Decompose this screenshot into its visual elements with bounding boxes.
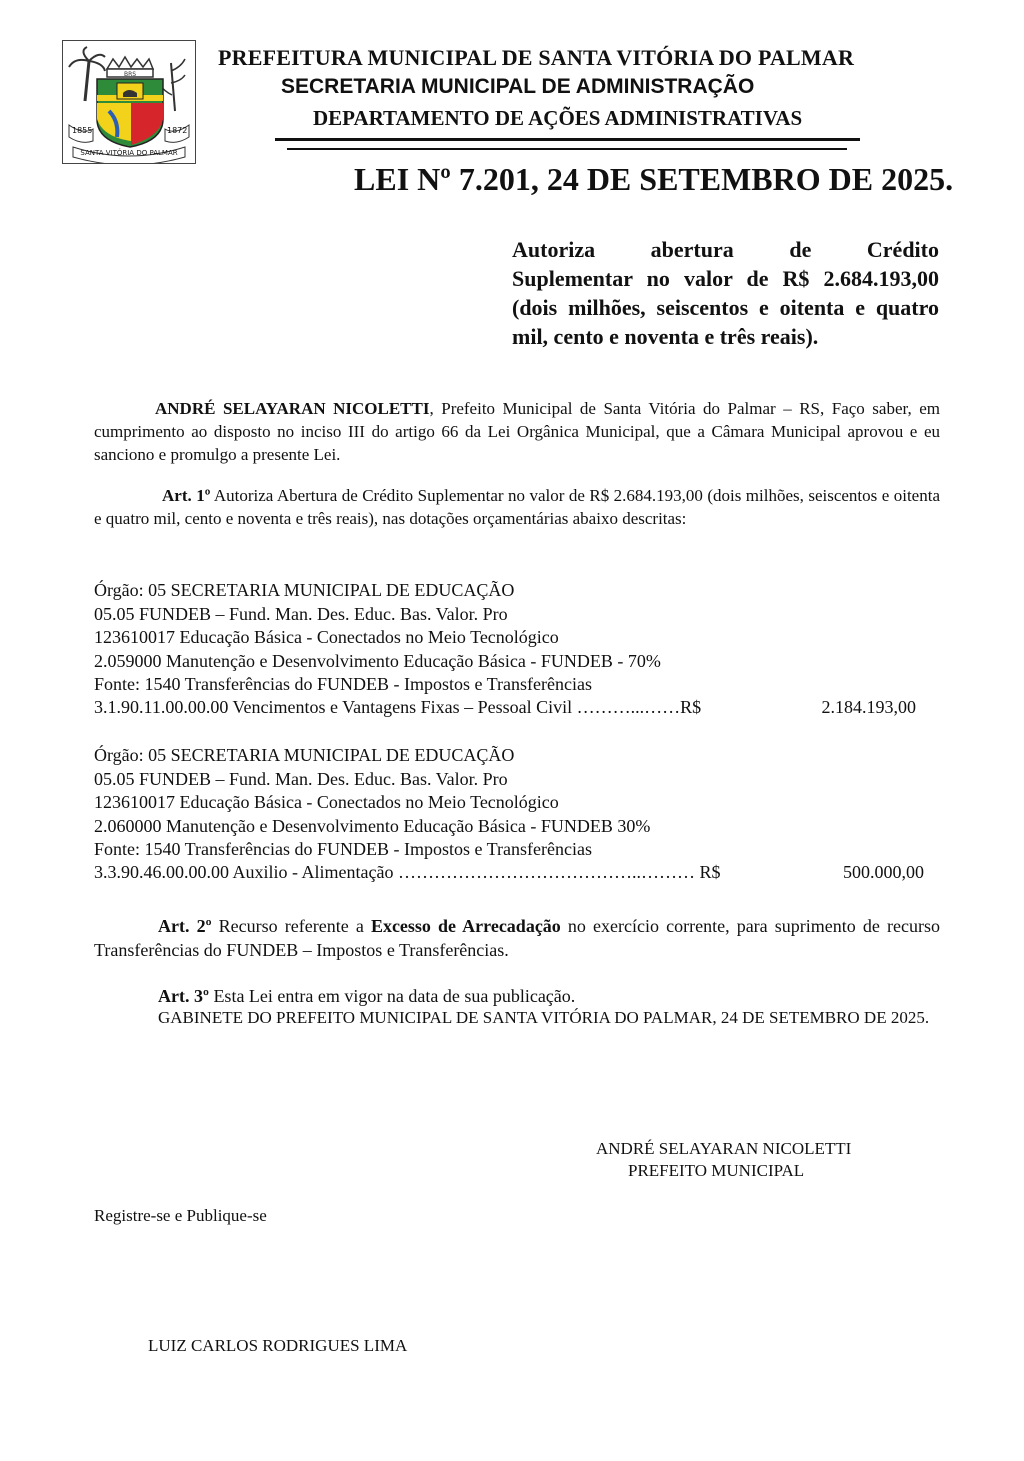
dotacao-orgao: Órgão: 05 SECRETARIA MUNICIPAL DE EDUCAÇÃO [94,580,515,600]
dotacao-elemento-line-1 [94,697,916,718]
law-title: LEI Nº 7.201, 24 DE SETEMBRO DE 2025. [354,161,954,197]
dotacao-acao: 2.060000 Manutenção e Desenvolvimento Educação Básica - FUNDEB 30% [94,815,651,836]
article-2-bold: Excesso de Arrecadação [370,916,561,936]
article-1-label: Art. 1º [162,486,211,505]
mayor-signature [596,1138,851,1182]
crest-emblem-icon [63,41,195,163]
dotacao-block-1 [94,579,661,697]
article-2-text-a: Recurso referente a [211,916,371,936]
ementa-rest: Suplementar no valor de R$ 2.684.193,00 (dois milhões, seiscentos e oitenta e quatro mil, cento e noventa e três reais). [512,266,939,349]
ementa-line-1: Autoriza abertura de Crédito [512,237,939,262]
dotacao-valor: 2.184.193,00 [821,697,916,717]
dotacao-unidade: 05.05 FUNDEB – Fund. Man. Des. Educ. Bas. Valor. Pro [94,603,508,624]
dotacao-elemento-line-2 [94,862,924,883]
dotacao-elemento: 3.3.90.46.00.00.00 Auxilio - Alimentação …………………………………..……… R$ [94,862,721,882]
article-1 [94,484,940,530]
header-departamento: DEPARTAMENTO DE AÇÕES ADMINISTRATIVAS [313,106,803,130]
header-prefeitura: PREFEITURA MUNICIPAL DE SANTA VITÓRIA DO PALMAR [218,45,855,70]
preamble-text: , Prefeito Municipal de Santa Vitória do Palmar – RS, Faço saber, em cumprimento ao disposto no inciso III do artigo 66 da Lei Orgânica Municipal, que a Câmara Municipal aprovou e eu sanciono e promulgo a presente Lei. [94,399,940,464]
svg-text:BRS: BRS [123,71,137,78]
article-2-label: Art. 2º [158,916,212,936]
dotacao-valor: 500.000,00 [843,862,924,882]
article-3-label: Art. 3º [158,986,209,1006]
dotacao-block-2 [94,744,650,862]
dotacao-programa: 123610017 Educação Básica - Conectados no Meio Tecnológico [94,627,559,647]
dotacao-elemento: 3.1.90.11.00.00.00 Vencimentos e Vantagens Fixas – Pessoal Civil ………...……R$ [94,697,702,717]
dotacao-unidade: 05.05 FUNDEB – Fund. Man. Des. Educ. Bas. Valor. Pro [94,768,508,789]
crest-year-left: 1855 [72,126,93,135]
header-divider-bottom [287,148,847,150]
municipal-crest [62,40,196,164]
dotacao-orgao: Órgão: 05 SECRETARIA MUNICIPAL DE EDUCAÇÃO [94,745,515,765]
gabinete-line: GABINETE DO PREFEITO MUNICIPAL DE SANTA VITÓRIA DO PALMAR, 24 DE SETEMBRO DE 2025. [158,1008,930,1027]
header-divider-top [275,138,860,141]
article-2-text-b: no exercício corrente, para suprimento de recurso Transferências do FUNDEB – Impostos e Transferências. [94,916,940,960]
crest-year-right: 1872 [167,126,188,135]
mayor-signature-role: PREFEITO MUNICIPAL [628,1161,805,1180]
secretary-name: LUIZ CARLOS RODRIGUES LIMA [148,1336,408,1355]
article-3-text: Esta Lei entra em vigor na data de sua publicação. [208,986,576,1006]
article-1-text: Autoriza Abertura de Crédito Suplementar no valor de R$ 2.684.193,00 (dois milhões, seiscentos e oitenta e quatro mil, cento e noventa e três reais), nas dotações orçamentárias abaixo descritas: [94,486,940,528]
preamble-mayor-name: ANDRÉ SELAYARAN NICOLETTI [155,399,430,418]
article-3 [94,985,940,1029]
mayor-signature-name: ANDRÉ SELAYARAN NICOLETTI [596,1139,852,1158]
article-2 [94,914,940,962]
preamble-paragraph [94,397,940,466]
header-secretaria: SECRETARIA MUNICIPAL DE ADMINISTRAÇÃO [281,75,755,98]
registre-line: Registre-se e Publique-se [94,1206,267,1225]
dotacao-programa: 123610017 Educação Básica - Conectados no Meio Tecnológico [94,792,559,812]
crest-ribbon-text: SANTA VITÓRIA DO PALMAR [80,149,178,157]
dotacao-fonte: Fonte: 1540 Transferências do FUNDEB - Impostos e Transferências [94,839,592,859]
dotacao-fonte: Fonte: 1540 Transferências do FUNDEB - Impostos e Transferências [94,674,592,694]
law-ementa [512,235,939,351]
dotacao-acao: 2.059000 Manutenção e Desenvolvimento Educação Básica - FUNDEB - 70% [94,650,661,671]
